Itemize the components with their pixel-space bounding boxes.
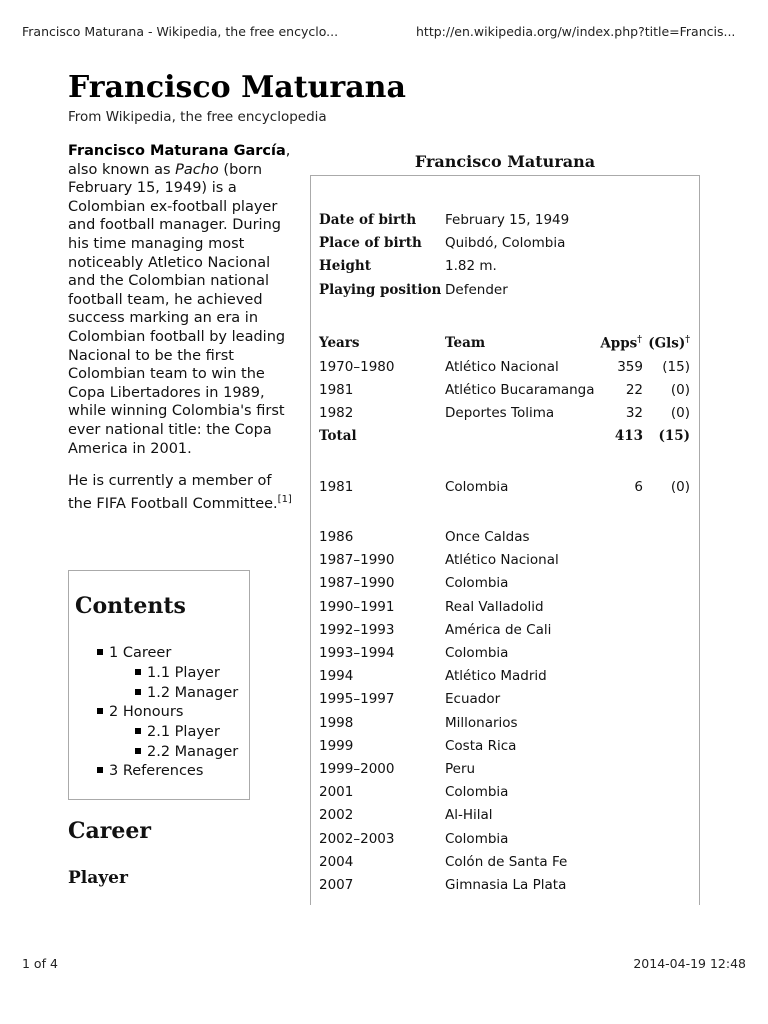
career-team[interactable]: Deportes Tolima	[445, 405, 555, 421]
senior-career-total-row	[311, 428, 699, 448]
managed-team[interactable]: Colombia	[445, 784, 509, 801]
intro-paragraph-1	[68, 142, 298, 458]
career-goals: (0)	[670, 382, 690, 398]
reference-link[interactable]: [1]	[277, 493, 292, 505]
career-total-label: Total	[319, 428, 357, 444]
managed-years: 1987–1990	[319, 552, 395, 569]
managed-years: 1998	[319, 714, 354, 731]
national-years: 1981	[319, 479, 354, 495]
toc-item-label[interactable]: 2 Honours	[109, 704, 184, 720]
personal-info-value: Defender	[445, 282, 508, 298]
toc-item-label[interactable]: 3 References	[109, 763, 204, 779]
personal-info-row	[311, 282, 699, 302]
managed-years: 1999	[319, 737, 354, 754]
career-apps: 359	[617, 359, 643, 375]
toc-item[interactable]	[97, 704, 183, 720]
toc-item-label[interactable]: 1 Career	[109, 645, 172, 661]
personal-info-value: February 15, 1949	[445, 212, 570, 228]
toc-item-label[interactable]: 1.2 Manager	[147, 685, 239, 701]
personal-info-row	[311, 258, 699, 278]
career-goals: (0)	[670, 405, 690, 421]
managed-years: 1986	[319, 529, 354, 545]
print-header-url[interactable]: http://en.wikipedia.org/w/index.php?title=Francis...	[416, 24, 736, 39]
page-title: Francisco Maturana	[68, 70, 406, 105]
managed-years: 2002–2003	[319, 830, 395, 847]
teams-managed-row	[311, 877, 699, 897]
managed-team[interactable]: Once Caldas	[445, 529, 530, 545]
bullet-icon	[97, 708, 103, 714]
personal-info-value: 1.82 m.	[445, 258, 497, 274]
career-goals: (15)	[662, 359, 690, 375]
personal-info-label: Height	[319, 258, 371, 274]
section-heading-player: Player	[68, 868, 128, 888]
teams-managed-row	[311, 854, 699, 874]
career-years: 1970–1980	[319, 359, 395, 375]
national-team[interactable]: Colombia	[445, 479, 509, 495]
toc-item[interactable]	[135, 685, 238, 701]
table-of-contents	[68, 570, 250, 800]
intro-text	[68, 142, 298, 527]
career-team[interactable]: Atlético Nacional	[445, 359, 559, 375]
managed-years: 1999–2000	[319, 761, 395, 777]
teams-managed-row	[311, 552, 699, 572]
col-header-gls-label: (Gls)	[648, 335, 686, 352]
bullet-icon	[135, 748, 141, 754]
toc-item-label[interactable]: 2.2 Manager	[147, 744, 239, 760]
senior-career-row	[311, 405, 699, 425]
col-header-apps-label: Apps	[600, 335, 638, 352]
career-team[interactable]: Atlético Bucaramanga	[445, 382, 595, 398]
col-header-gls	[648, 335, 690, 352]
teams-managed-row	[311, 715, 699, 735]
teams-managed-row	[311, 529, 699, 549]
national-apps: 6	[634, 479, 643, 495]
teams-managed-row	[311, 622, 699, 642]
teams-managed-row	[311, 668, 699, 688]
personal-info-row	[311, 235, 699, 255]
teams-managed-row	[311, 807, 699, 827]
toc-item[interactable]	[97, 763, 203, 779]
career-years: 1981	[319, 382, 354, 398]
national-team-row	[311, 479, 699, 499]
teams-managed-row	[311, 599, 699, 619]
teams-managed-row	[311, 645, 699, 665]
managed-team[interactable]: Atlético Nacional	[445, 552, 559, 569]
managed-years: 2001	[319, 784, 354, 801]
print-footer-page: 1 of 4	[22, 956, 58, 971]
managed-team[interactable]: Gimnasia La Plata	[445, 877, 567, 893]
personal-info-header-row	[311, 186, 699, 206]
infobox-caption: Francisco Maturana	[414, 152, 596, 171]
national-team-header-row	[311, 454, 699, 474]
national-goals: (0)	[670, 479, 690, 495]
intro-subject-name: Francisco Maturana García	[68, 143, 286, 159]
managed-team[interactable]: Colón de Santa Fe	[445, 853, 568, 870]
intro-rest-text: (born February 15, 1949) is a Colombian ex-football player and football manager. During his time managing most noticeably Atletico Nacional and the Colombian national football team, he achieved success marking an era in Colombian football by leading Nacional to be the first Colombian team to win the Copa Libertadores in 1989, while winning Colombia's first ever national title: the Copa America in 2001.	[68, 161, 286, 457]
personal-info-label: Date of birth	[319, 212, 417, 228]
col-header-team: Team	[445, 335, 486, 351]
print-footer-datetime: 2014-04-19 12:48	[633, 956, 746, 971]
bullet-icon	[97, 767, 103, 773]
senior-career-header-row	[311, 307, 699, 327]
career-apps: 22	[625, 382, 643, 398]
intro-alias: Pacho	[175, 161, 219, 178]
teams-managed-row	[311, 761, 699, 781]
career-total-goals: (15)	[658, 428, 690, 444]
infobox	[310, 175, 700, 905]
teams-managed-row	[311, 691, 699, 711]
teams-managed-row	[311, 738, 699, 758]
personal-info-label: Place of birth	[319, 235, 422, 251]
personal-info-row	[311, 212, 699, 232]
toc-item[interactable]	[135, 744, 238, 760]
career-total-apps: 413	[614, 428, 643, 444]
managed-team[interactable]: Peru	[445, 761, 476, 777]
managed-team[interactable]: Ecuador	[445, 691, 501, 708]
personal-info-value: Quibdó, Colombia	[445, 235, 566, 251]
bullet-icon	[97, 649, 103, 655]
managed-team[interactable]: Atlético Madrid	[445, 668, 547, 685]
bullet-icon	[135, 689, 141, 695]
intro-mid-text: , also known as	[68, 143, 291, 178]
section-heading-career: Career	[68, 818, 151, 844]
teams-managed-row	[311, 575, 699, 595]
dagger-icon: †	[685, 335, 690, 345]
managed-team[interactable]: Costa Rica	[445, 737, 517, 754]
managed-years: 1992–1993	[319, 621, 395, 638]
managed-team[interactable]: Al-Hilal	[445, 807, 493, 824]
managed-years: 2004	[319, 853, 354, 870]
teams-managed-row	[311, 831, 699, 851]
toc-item[interactable]	[135, 665, 220, 681]
career-apps: 32	[625, 405, 643, 421]
toc-item[interactable]	[97, 645, 171, 661]
managed-years: 1987–1990	[319, 575, 395, 592]
managed-team[interactable]: Colombia	[445, 645, 509, 661]
career-column-headers	[311, 335, 699, 355]
managed-team[interactable]: Colombia	[445, 830, 509, 847]
page-tagline: From Wikipedia, the free encyclopedia	[68, 109, 327, 125]
career-years: 1982	[319, 405, 354, 421]
senior-career-row	[311, 359, 699, 379]
managed-years: 2007	[319, 877, 354, 893]
senior-career-row	[311, 382, 699, 402]
intro-paragraph-2	[68, 472, 298, 513]
col-header-years: Years	[319, 335, 360, 351]
teams-managed-header-row	[311, 504, 699, 524]
managed-years: 1990–1991	[319, 598, 395, 615]
print-header-title: Francisco Maturana - Wikipedia, the free encyclo...	[22, 24, 339, 39]
managed-years: 1994	[319, 668, 354, 685]
personal-info-label: Playing position	[319, 282, 442, 298]
managed-years: 2002	[319, 807, 354, 824]
intro-paragraph-2-text: He is currently a member of the FIFA Football Committee.	[68, 473, 278, 512]
toc-title: Contents	[75, 593, 186, 619]
col-header-apps	[600, 335, 642, 352]
teams-managed-row	[311, 784, 699, 804]
managed-team[interactable]: Real Valladolid	[445, 598, 544, 615]
managed-years: 1993–1994	[319, 645, 395, 661]
toc-item-label[interactable]: 1.1 Player	[147, 665, 220, 681]
toc-item[interactable]	[135, 724, 220, 740]
managed-team[interactable]: América de Cali	[445, 621, 552, 638]
managed-years: 1995–1997	[319, 691, 395, 708]
dagger-icon: †	[637, 335, 642, 345]
bullet-icon	[135, 669, 141, 675]
toc-item-label[interactable]: 2.1 Player	[147, 724, 220, 740]
bullet-icon	[135, 728, 141, 734]
managed-team[interactable]: Colombia	[445, 575, 509, 592]
managed-team[interactable]: Millonarios	[445, 714, 518, 731]
